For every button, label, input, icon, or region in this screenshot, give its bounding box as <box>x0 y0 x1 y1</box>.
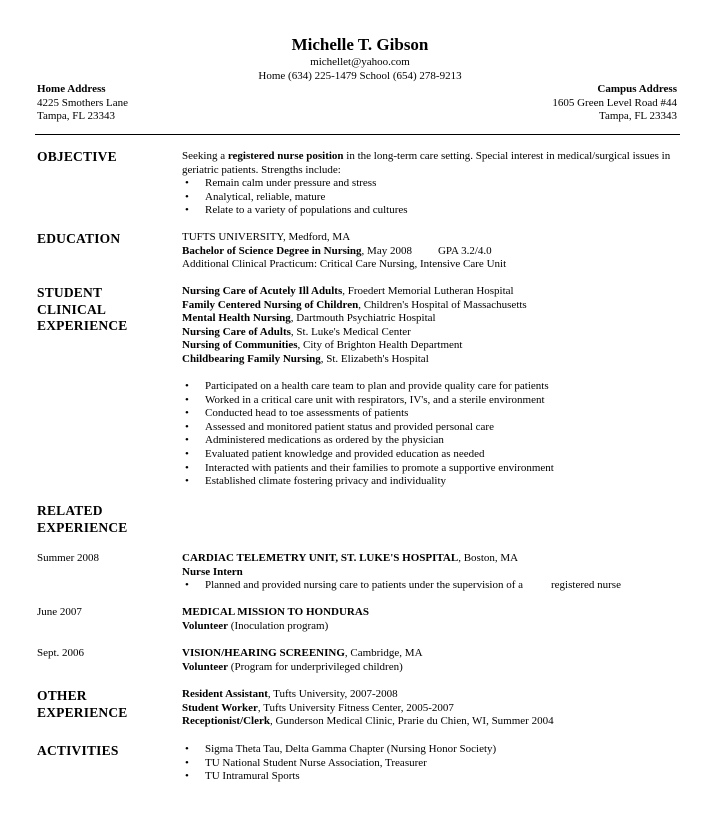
clinical-courses <box>182 285 682 367</box>
list-item: • Participated on a health care team to plan and provide quality care for patients <box>182 380 682 394</box>
degree-line: Bachelor of Science Degree in Nursing, May 2008 GPA 3.2/4.0 <box>182 244 492 257</box>
list-item: • Assessed and monitored patient status and provided personal care <box>182 421 682 435</box>
resume-header <box>0 34 720 83</box>
list-item: Nursing Care of Acutely Ill Adults, Froedert Memorial Lutheran Hospital <box>182 285 514 297</box>
job2-date: June 2007 <box>37 606 82 618</box>
list-item: • TU National Student Nurse Association, Treasurer <box>182 757 682 771</box>
campus-address-line1: 1605 Green Level Road #44 <box>552 96 677 109</box>
job3 <box>182 647 682 674</box>
list-item: • Analytical, reliable, mature <box>182 191 672 205</box>
clinical-duties <box>182 380 682 489</box>
list-item: • Relate to a variety of populations and cultures <box>182 204 672 218</box>
phone-numbers: Home (634) 225-1479 School (654) 278-9213 <box>258 69 462 82</box>
list-item: Mental Health Nursing, Dartmouth Psychiatric Hospital <box>182 312 436 325</box>
objective-text: Seeking a registered nurse position in the long-term care setting. Special interest in medical/surgical issues in geriatric patients. Strengths include: <box>182 150 671 176</box>
activities-list <box>182 743 682 784</box>
list-item: Student Worker, Tufts University Fitness Center, 2005-2007 <box>182 701 454 714</box>
campus-address-title: Campus Address <box>597 83 677 95</box>
campus-address-line2: Tampa, FL 23343 <box>599 110 677 123</box>
job1 <box>182 552 682 593</box>
home-address-line2: Tampa, FL 23343 <box>37 110 115 123</box>
job3-role: Volunteer (Program for underprivileged children) <box>182 660 403 673</box>
list-item: • Planned and provided nursing care to patients under the supervision of a registered nurse <box>182 579 682 593</box>
job2-role: Volunteer (Inoculation program) <box>182 619 329 632</box>
list-item: • Worked in a critical care unit with respirators, IV's, and a sterile environment <box>182 394 682 408</box>
list-item: • Administered medications as ordered by the physician <box>182 434 682 448</box>
candidate-name: Michelle T. Gibson <box>291 35 429 54</box>
email: michellet@yahoo.com <box>310 56 410 68</box>
objective-title: OBJECTIVE <box>37 149 117 164</box>
additional-practicum: Additional Clinical Practicum: Critical Care Nursing, Intensive Care Unit <box>182 258 507 271</box>
list-item: • Interacted with patients and their families to promote a supportive environment <box>182 462 682 476</box>
education-body <box>182 231 682 272</box>
list-item: • Established climate fostering privacy and individuality <box>182 475 682 489</box>
job2-org: MEDICAL MISSION TO HONDURAS <box>182 606 369 618</box>
list-item: Resident Assistant, Tufts University, 2007-2008 <box>182 688 398 700</box>
school: TUFTS UNIVERSITY, Medford, MA <box>182 231 351 243</box>
other-list <box>182 688 682 729</box>
list-item: • Conducted head to toe assessments of patients <box>182 407 682 421</box>
activities-title: ACTIVITIES <box>37 743 119 758</box>
job2 <box>182 606 682 633</box>
job3-date: Sept. 2006 <box>37 647 85 659</box>
list-item: Family Centered Nursing of Children, Children's Hospital of Massachusetts <box>182 298 527 311</box>
job3-org: VISION/HEARING SCREENING, Cambridge, MA <box>182 647 423 659</box>
list-item: • Sigma Theta Tau, Delta Gamma Chapter (Nursing Honor Society) <box>182 743 682 757</box>
campus-address <box>552 83 677 124</box>
home-address <box>37 83 128 124</box>
list-item: • Remain calm under pressure and stress <box>182 177 672 191</box>
list-item: Nursing Care of Adults, St. Luke's Medical Center <box>182 325 411 338</box>
header-divider <box>35 134 680 135</box>
clinical-title: STUDENT CLINICAL EXPERIENCE <box>37 285 128 333</box>
list-item: • Evaluated patient knowledge and provided education as needed <box>182 448 682 462</box>
list-item: • TU Intramural Sports <box>182 770 682 784</box>
job1-date: Summer 2008 <box>37 552 100 564</box>
job1-role: Nurse Intern <box>182 565 243 578</box>
list-item: Childbearing Family Nursing, St. Elizabeth's Hospital <box>182 352 429 365</box>
objective-body <box>182 150 672 218</box>
home-address-line1: 4225 Smothers Lane <box>37 96 129 109</box>
home-address-title: Home Address <box>37 83 106 95</box>
education-title: EDUCATION <box>37 231 121 246</box>
strengths-list <box>182 177 672 218</box>
list-item: Nursing of Communities, City of Brighton Health Department <box>182 339 463 352</box>
related-title: RELATED EXPERIENCE <box>37 503 128 535</box>
list-item: Receptionist/Clerk, Gunderson Medical Clinic, Prarie du Chien, WI, Summer 2004 <box>182 715 554 728</box>
job1-org: CARDIAC TELEMETRY UNIT, ST. LUKE'S HOSPITAL, Boston, MA <box>182 552 519 564</box>
other-title: OTHER EXPERIENCE <box>37 688 128 720</box>
